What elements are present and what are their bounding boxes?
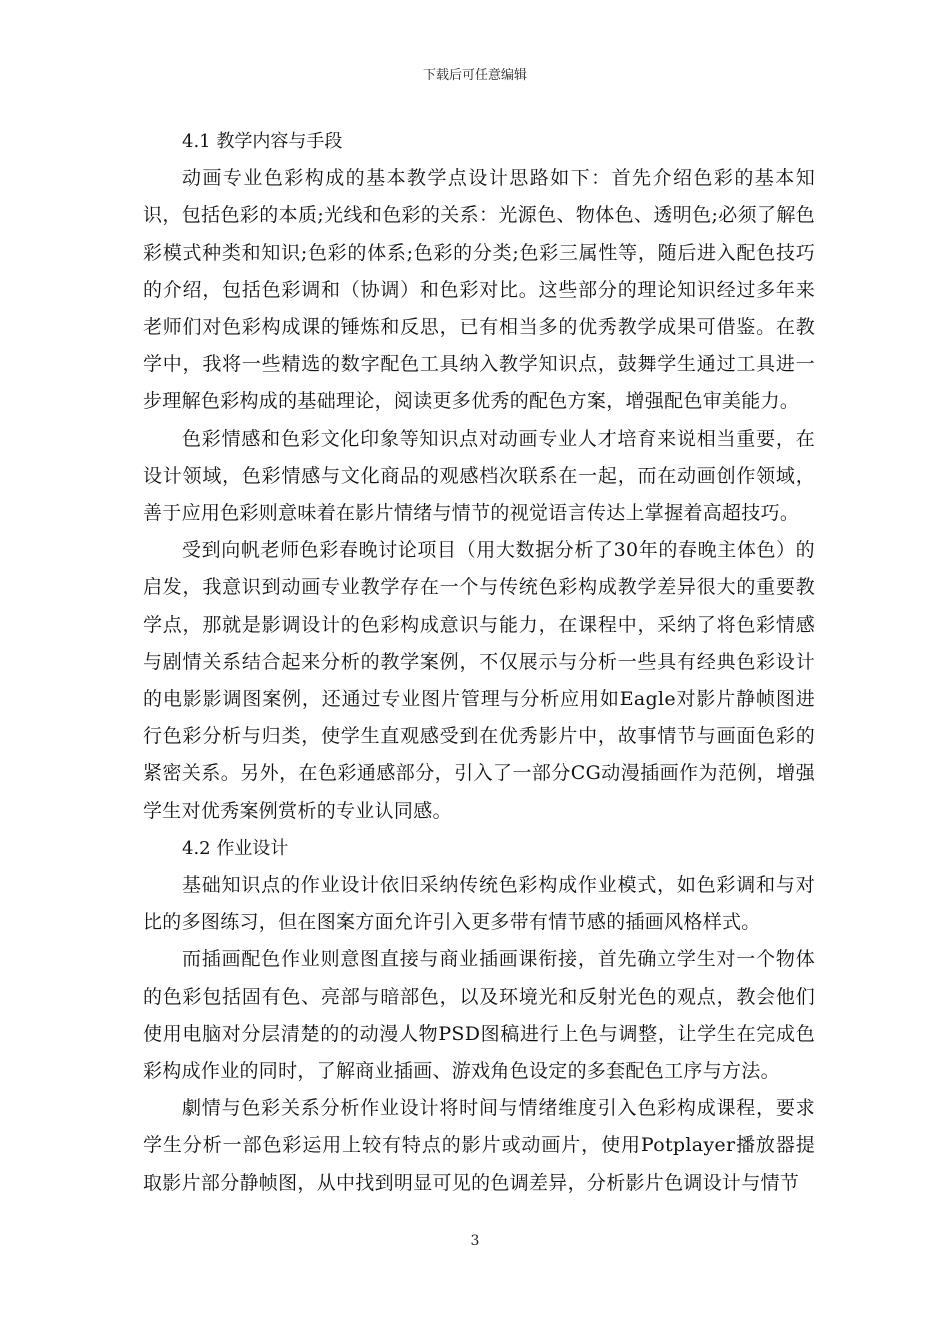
page-header: 下载后可任意编辑 xyxy=(422,68,527,83)
section-heading: 4.2 作业设计 xyxy=(182,837,289,859)
paragraph: 受到向帆老师色彩春晚讨论项目（用大数据分析了30年的春晚主体色）的启发，我意识到动画专业教学存在一个与传统色彩构成教学差异很大的重要教学点，那就是影调设计的色彩构成意识与能力，在课程中，采纳了将色彩情感与剧情关系结合起来分析的教学案例，不仅展示与分析一些具有经典色彩设计的电影影调图案例，还通过专业图片管理与分析应用如Eagle对影片静帧图进行色彩分析与归类，使学生直观感受到在优秀影片中，故事情节与画面色彩的紧密关系。另外，在色彩通感部分，引入了一部分CG动漫插画作为范例，增强学生对优秀案例赏析的专业认同感。 xyxy=(143,539,815,822)
document-body xyxy=(143,123,815,1202)
section-4-1 xyxy=(143,123,815,830)
section-heading: 4.1 教学内容与手段 xyxy=(182,131,343,152)
paragraph: 而插画配色作业则意图直接与商业插画课衔接，首先确立学生对一个物体的色彩包括固有色、亮部与暗部色，以及环境光和反射光色的观点，教会他们使用电脑对分层清楚的的动漫人物PSD图稿进行上色与调整，让学生在完成色彩构成作业的同时，了解商业插画、游戏角色设定的多套配色工序与方法。 xyxy=(143,948,815,1083)
paragraph: 基础知识点的作业设计依旧采纳传统色彩构成作业模式，如色彩调和与对比的多图练习，但在图案方面允许引入更多带有情节感的插画风格样式。 xyxy=(143,874,815,934)
paragraph: 劇情与色彩关系分析作业设计将时间与情绪维度引入色彩构成课程，要求学生分析一部色彩运用上较有特点的影片或动画片，使用Potplayer播放器提取影片部分静帧图，从中找到明显可见的色调差异，分析影片色调设计与情节 xyxy=(143,1097,815,1194)
paragraph: 色彩情感和色彩文化印象等知识点对动画专业人才培育来说相当重要，在设计领域，色彩情感与文化商品的观感档次联系在一起，而在动画创作领域，善于应用色彩则意味着在影片情绪与情节的视觉语言传达上掌握着高超技巧。 xyxy=(143,427,815,525)
section-4-2 xyxy=(143,830,815,1202)
paragraph: 动画专业色彩构成的基本教学点设计思路如下：首先介绍色彩的基本知识，包括色彩的本质;光线和色彩的关系：光源色、物体色、透明色;必须了解色彩模式种类和知识;色彩的体系;色彩的分类;色彩三属性等，随后进入配色技巧的介绍，包括色彩调和（协调）和色彩对比。这些部分的理论知识经过多年来老师们对色彩构成课的锤炼和反思，已有相当多的优秀教学成果可借鉴。在教学中，我将一些精选的数字配色工具纳入教学知识点，鼓舞学生通过工具进一步理解色彩构成的基础理论，阅读更多优秀的配色方案，增强配色审美能力。 xyxy=(143,167,815,413)
page-number: 3 xyxy=(470,1233,480,1249)
